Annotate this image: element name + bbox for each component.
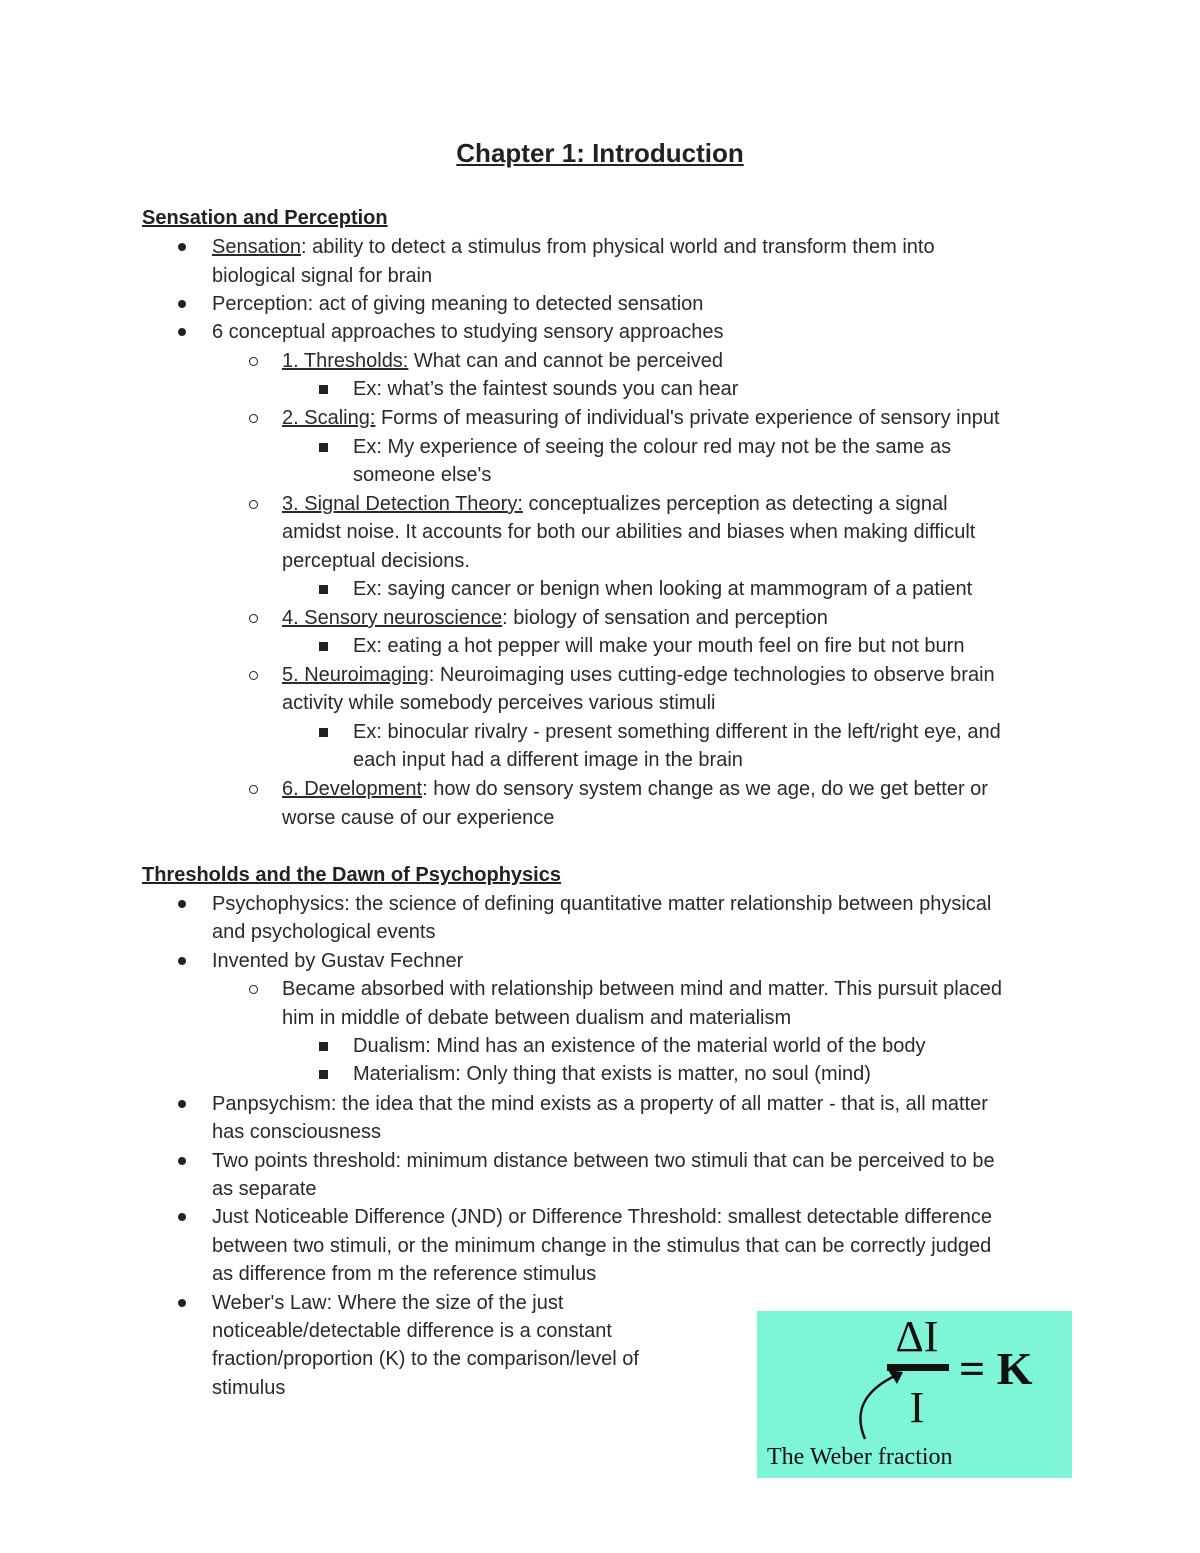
term-neuroimaging: 5. Neuroimaging — [282, 664, 429, 686]
term-scaling: 2. Scaling: — [282, 407, 376, 429]
list-item: Weber's Law: Where the size of the just — [212, 1292, 564, 1314]
example-item: Dualism: Mind has an existence of the material world of the body — [353, 1035, 926, 1057]
sub-item: Became absorbed with relationship between mind and matter. This pursuit placed — [282, 978, 1003, 1000]
list-item: Perception: act of giving meaning to detected sensation — [212, 293, 704, 315]
list-item-continuation: biological signal for brain — [212, 265, 433, 287]
list-item: Panpsychism: the idea that the mind exists as a property of all matter - that is, all matter — [212, 1093, 988, 1115]
square-bullet-icon — [319, 642, 328, 651]
term-thresholds: 1. Thresholds: — [282, 350, 409, 372]
weber-fraction-graphic — [757, 1311, 1072, 1478]
definition-text: conceptualizes perception as detecting a signal — [522, 493, 948, 515]
definition-text: : Neuroimaging uses cutting-edge technologies to observe brain — [428, 664, 995, 686]
weber-fraction-figure — [757, 1311, 1072, 1478]
circle-bullet-icon — [249, 985, 258, 994]
list-item: Invented by Gustav Fechner — [212, 950, 464, 972]
definition-text: : biology of sensation and perception — [502, 607, 828, 629]
sub-item-scaling — [282, 404, 1000, 432]
square-bullet-icon — [319, 728, 328, 737]
square-bullet-icon — [319, 1070, 328, 1079]
list-item-continuation: and psychological events — [212, 921, 436, 943]
bullet-icon — [178, 243, 186, 251]
bullet-icon — [178, 1100, 186, 1108]
bullet-icon — [178, 957, 186, 965]
list-item-continuation: as difference from m the reference stimulus — [212, 1263, 597, 1285]
bullet-icon — [178, 300, 186, 308]
definition-text: : ability to detect a stimulus from physical world and transform them into — [300, 236, 935, 258]
fraction-bar — [887, 1364, 949, 1371]
definition-text: What can and cannot be perceived — [408, 350, 724, 372]
list-item: Two points threshold: minimum distance between two stimuli that can be perceived to be — [212, 1150, 995, 1172]
list-item-continuation: between two stimuli, or the minimum change in the stimulus that can be correctly judged — [212, 1235, 992, 1257]
example-item: Ex: My experience of seeing the colour red may not be the same as — [353, 436, 952, 458]
definition-text: Forms of measuring of individual's private experience of sensory input — [375, 407, 1000, 429]
circle-bullet-icon — [249, 500, 258, 509]
denominator-text: I — [909, 1383, 925, 1432]
example-item: Ex: binocular rivalry - present something different in the left/right eye, and — [353, 721, 1001, 743]
circle-bullet-icon — [249, 671, 258, 680]
list-item-continuation: as separate — [212, 1178, 317, 1200]
bullet-icon — [178, 328, 186, 336]
sub-item-continuation: activity while somebody perceives various stimuli — [282, 692, 716, 714]
circle-bullet-icon — [249, 357, 258, 366]
sub-item-neuroimaging — [282, 661, 995, 689]
list-item-continuation: fraction/proportion (K) to the comparison/level of — [212, 1348, 639, 1370]
bullet-icon — [178, 1213, 186, 1221]
list-item-continuation: noticeable/detectable difference is a constant — [212, 1320, 612, 1342]
section-heading-sensation-perception: Sensation and Perception — [142, 207, 388, 229]
list-item-continuation: has consciousness — [212, 1121, 381, 1143]
example-item: Materialism: Only thing that exists is matter, no soul (mind) — [353, 1063, 871, 1085]
list-item: Just Noticeable Difference (JND) or Difference Threshold: smallest detectable difference — [212, 1206, 993, 1228]
square-bullet-icon — [319, 1042, 328, 1051]
term-sensory-neuroscience: 4. Sensory neuroscience — [282, 607, 503, 629]
figure-caption: The Weber fraction — [767, 1444, 953, 1470]
bullet-icon — [178, 1299, 186, 1307]
sub-item-signal-detection — [282, 490, 948, 518]
sub-item-development — [282, 775, 988, 803]
sub-item-thresholds — [282, 347, 723, 375]
sub-item-continuation: worse cause of our experience — [282, 807, 555, 829]
sub-item-continuation: amidst noise. It accounts for both our abilities and biases when making difficult — [282, 521, 976, 543]
example-item: Ex: what’s the faintest sounds you can hear — [353, 378, 739, 400]
arrow-icon — [860, 1374, 899, 1439]
equals-k-text: = K — [959, 1343, 1033, 1394]
definition-text: : how do sensory system change as we age, do we get better or — [422, 778, 988, 800]
list-item-continuation: stimulus — [212, 1377, 286, 1399]
section-heading-thresholds: Thresholds and the Dawn of Psychophysics — [142, 864, 561, 886]
example-item-continuation: someone else's — [353, 464, 492, 486]
bullet-icon — [178, 900, 186, 908]
sub-item-continuation: perceptual decisions. — [282, 550, 470, 572]
circle-bullet-icon — [249, 785, 258, 794]
term-sensation: Sensation — [212, 236, 301, 258]
bullet-icon — [178, 1157, 186, 1165]
circle-bullet-icon — [249, 614, 258, 623]
list-item: 6 conceptual approaches to studying sensory approaches — [212, 321, 724, 343]
list-item — [212, 233, 935, 261]
example-item: Ex: eating a hot pepper will make your mouth feel on fire but not burn — [353, 635, 965, 657]
term-development: 6. Development — [282, 778, 423, 800]
square-bullet-icon — [319, 585, 328, 594]
square-bullet-icon — [319, 443, 328, 452]
term-signal-detection: 3. Signal Detection Theory: — [282, 493, 523, 515]
sub-item-sensory-neuroscience — [282, 604, 828, 632]
sub-item-continuation: him in middle of debate between dualism and materialism — [282, 1007, 792, 1029]
page-title: Chapter 1: Introduction — [456, 138, 744, 168]
circle-bullet-icon — [249, 414, 258, 423]
example-item: Ex: saying cancer or benign when looking at mammogram of a patient — [353, 578, 973, 600]
example-item-continuation: each input had a different image in the brain — [353, 749, 743, 771]
list-item: Psychophysics: the science of defining quantitative matter relationship between physical — [212, 893, 992, 915]
square-bullet-icon — [319, 385, 328, 394]
numerator-text: ΔI — [895, 1312, 939, 1361]
